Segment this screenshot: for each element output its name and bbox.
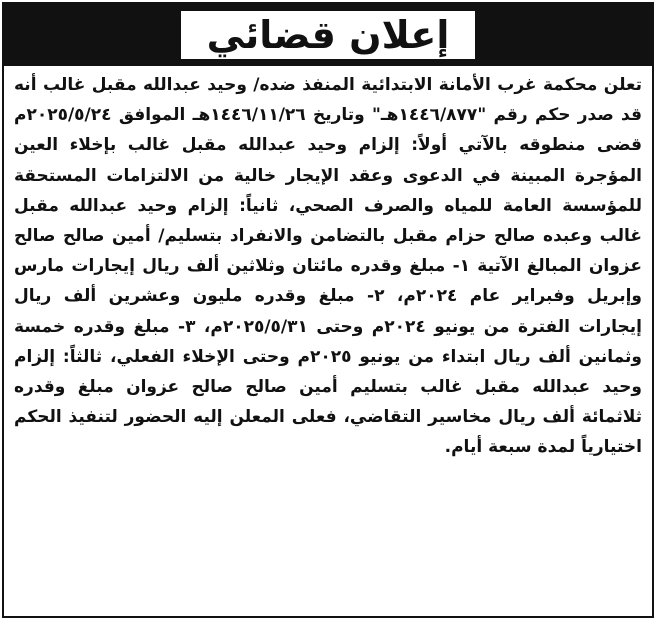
title-box [179, 9, 478, 61]
title-banner [4, 4, 652, 66]
notice-title: إعلان قضائي [206, 13, 450, 57]
court-notice [2, 2, 654, 618]
notice-body: تعلن محكمة غرب الأمانة الابتدائية المنفذ ضده/ وحيد عبدالله مقبل غالب أنه قد صدر حكم رقم "١٤٤٦/٨٧٧هـ" وتاريخ ١٤٤٦/١١/٢٦هـ الموافق ٢٠٢٥/٥/٢٤م قضى منطوقه بالآتي أولاً: إلزام وحيد عبدالله مقبل غالب بإخلاء العين المؤجرة المبينة في الدعوى وعقد الإيجار خالية من الالتزامات المستحقة للمؤسسة العامة للمياه والصرف الصحي، ثانياً: إلزام وحيد عبدالله مقبل غالب وعبده صالح حزام مقبل بالتضامن والانفراد بتسليم/ أمين صالح صالح عزوان المبالغ الآتية ١- مبلغ وقدره مائتان وثلاثين ألف ريال إيجارات مارس وإبريل وفبراير عام ٢٠٢٤م، ٢- مبلغ وقدره مليون وعشرين ألف ريال إيجارات الفترة من يونيو ٢٠٢٤م وحتى ٢٠٢٥/٥/٣١م، ٣- مبلغ وقدره خمسة وثمانين ألف ريال ابتداء من يونيو ٢٠٢٥م وحتى الإخلاء الفعلي، ثالثاً: إلزام وحيد عبدالله مقبل غالب بتسليم أمين صالح صالح عزوان مبلغ وقدره ثلاثمائة ألف ريال مخاسير التقاضي، فعلى المعلن إليه الحضور لتنفيذ الحكم اختيارياً لمدة سبعة أيام. [14, 75, 643, 458]
